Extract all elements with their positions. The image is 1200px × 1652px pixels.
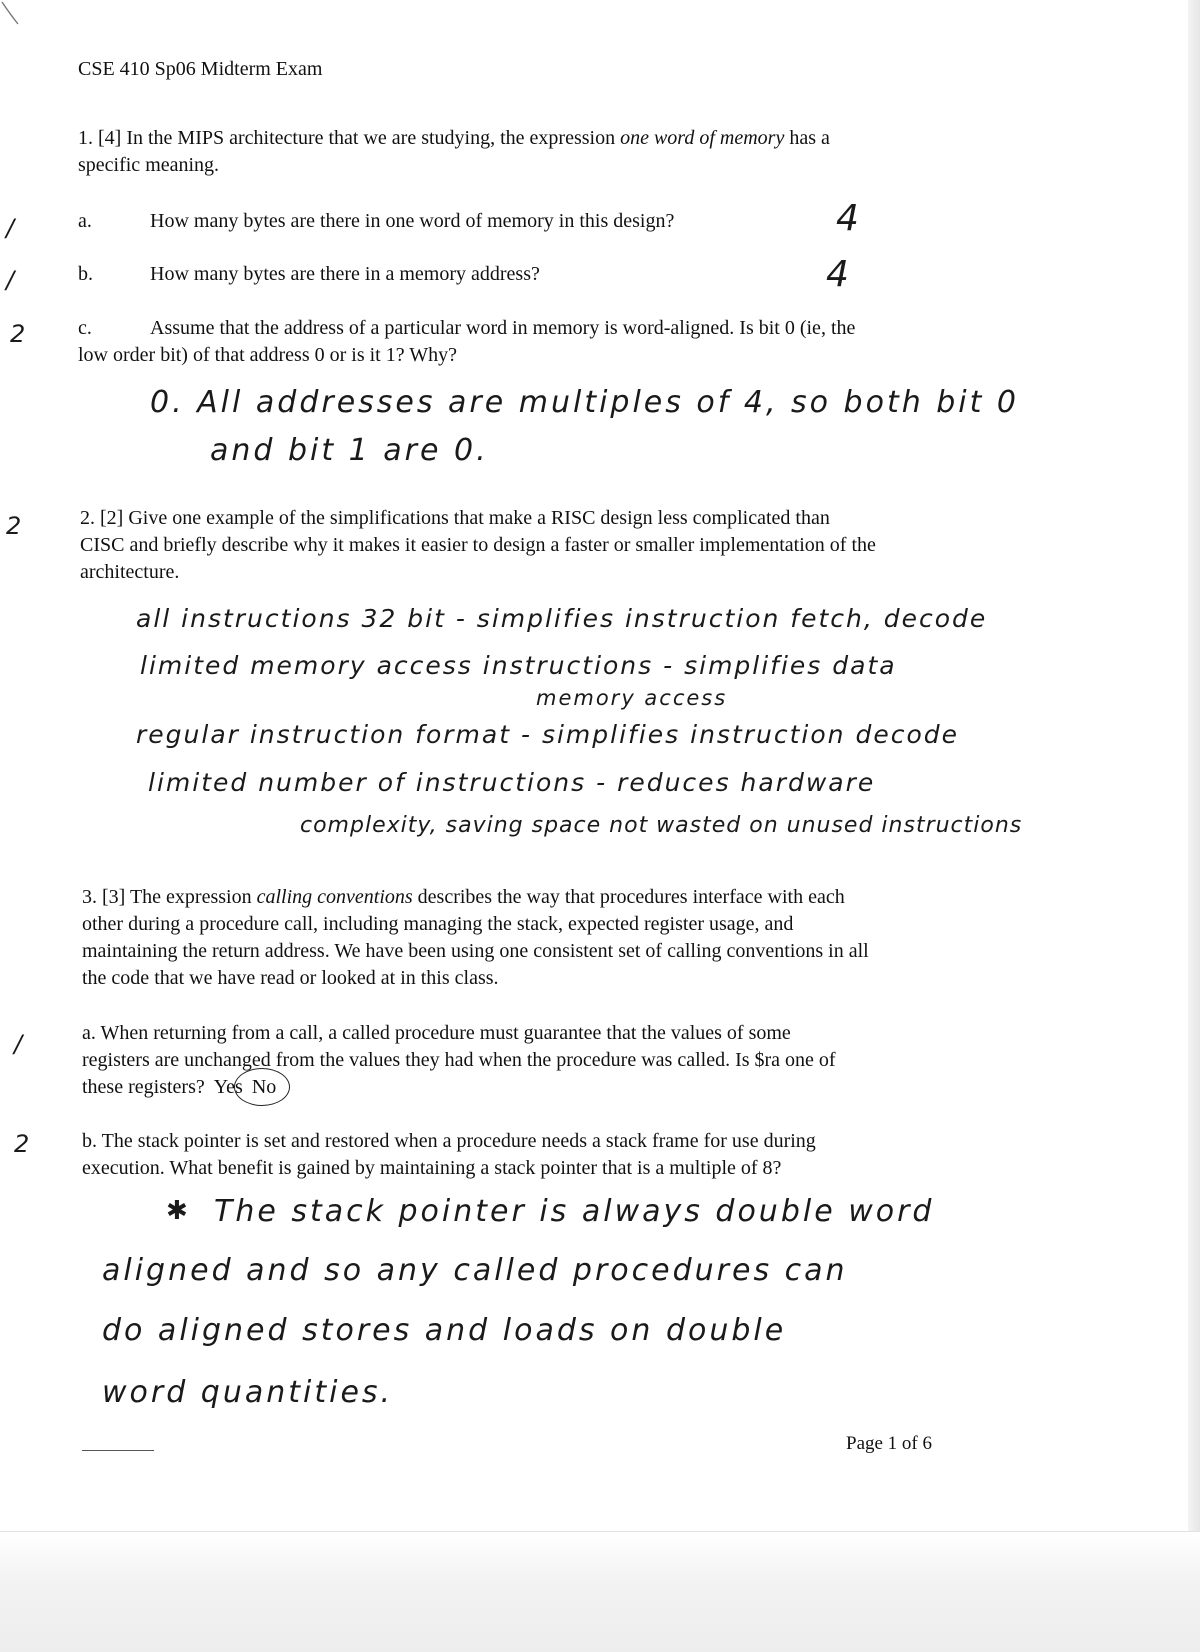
q1c-text-line1: Assume that the address of a particular word in memory is word-aligned. Is bit 0 (ie, the	[150, 317, 856, 339]
score-q2: 2	[6, 512, 22, 540]
q3b-answer-line3: do aligned stores and loads on double	[102, 1313, 787, 1348]
q2-answer-line1: all instructions 32 bit - simplifies instruction fetch, decode	[136, 604, 988, 633]
q3b-answer-line1: The stack pointer is always double word	[214, 1194, 935, 1229]
scribble-mark: ✱	[166, 1196, 189, 1226]
q2-answer-line2: limited memory access instructions - simplifies data	[140, 651, 897, 680]
q1c-text-line2: low order bit) of that address 0 or is it 1? Why?	[78, 344, 457, 366]
score-q1c: 2	[10, 320, 26, 348]
q3b-line2: execution. What benefit is gained by maintaining a stack pointer that is a multiple of 8?	[82, 1157, 782, 1179]
score-q1b: /	[6, 266, 15, 294]
q2-answer-line3: memory access	[536, 686, 728, 710]
q3b-answer-line4: word quantities.	[102, 1375, 394, 1410]
footer-rule	[82, 1450, 154, 1451]
q1-intro-line2: specific meaning.	[78, 154, 220, 176]
q3a-line1: a. When returning from a call, a called procedure must guarantee that the values of some	[82, 1022, 791, 1044]
yes-circle-mark	[234, 1068, 290, 1106]
q1c-label: c.	[78, 317, 92, 339]
answer-no: No	[251, 1076, 277, 1098]
exam-title: CSE 410 Sp06 Midterm Exam	[78, 58, 323, 80]
q1a-label: a.	[78, 210, 92, 232]
score-q3a: /	[14, 1030, 23, 1058]
q3a-line2: registers are unchanged from the values they had when the procedure was called. Is $ra one of	[82, 1049, 836, 1071]
q2-line3: architecture.	[80, 561, 180, 583]
answer-yes: Yes	[213, 1076, 243, 1098]
q1a-text: How many bytes are there in one word of memory in this design?	[150, 210, 675, 232]
page-number: Page 1 of 6	[846, 1433, 933, 1454]
q3-line1: 3. [3] The expression calling conventions describes the way that procedures interface with each	[82, 886, 845, 908]
score-q3b: 2	[14, 1130, 30, 1158]
q2-answer-line4: regular instruction format - simplifies instruction decode	[136, 720, 959, 749]
q3b-answer-line2: aligned and so any called procedures can	[102, 1253, 848, 1288]
score-q1a: /	[6, 214, 15, 242]
q3-line2: other during a procedure call, including managing the stack, expected register usage, and	[82, 913, 794, 935]
q1a-answer: 4	[836, 198, 860, 239]
scan-edge-right	[1188, 0, 1200, 1652]
q2-line1: 2. [2] Give one example of the simplifications that make a RISC design less complicated than	[80, 507, 830, 529]
scan-edge-bottom	[0, 1531, 1200, 1652]
q2-answer-line5: limited number of instructions - reduces hardware	[148, 768, 876, 797]
q1b-text: How many bytes are there in a memory address?	[150, 263, 540, 285]
q2-line2: CISC and briefly describe why it makes it easier to design a faster or smaller implementation of the	[80, 534, 876, 556]
q2-answer-line6: complexity, saving space not wasted on unused instructions	[300, 813, 1023, 838]
q1b-label: b.	[78, 263, 93, 285]
scan-corner-mark	[0, 0, 22, 26]
q1-intro: 1. [4] In the MIPS architecture that we are studying, the expression one word of memory has a	[78, 127, 830, 149]
q1c-answer-line2: and bit 1 are 0.	[210, 433, 489, 468]
q3-line4: the code that we have read or looked at in this class.	[82, 967, 499, 989]
q1c-answer-line1: 0. All addresses are multiples of 4, so both bit 0	[150, 385, 1020, 420]
q1b-answer: 4	[826, 254, 850, 295]
q3b-line1: b. The stack pointer is set and restored when a procedure needs a stack frame for use during	[82, 1130, 816, 1152]
q3-line3: maintaining the return address. We have been using one consistent set of calling conventions in all	[82, 940, 869, 962]
q3a-line3: these registers? Yes No	[82, 1076, 277, 1098]
